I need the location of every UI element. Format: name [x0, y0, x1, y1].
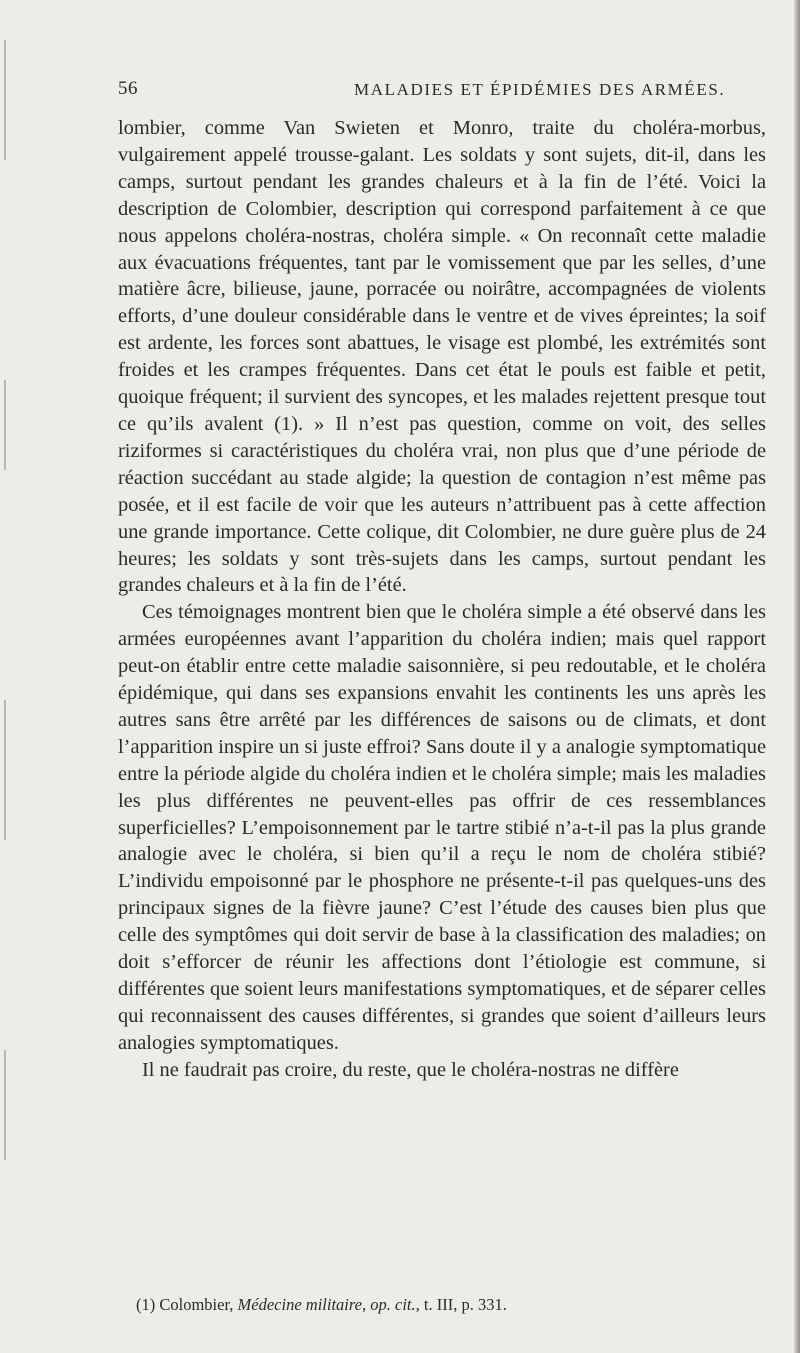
page-number: 56	[118, 78, 138, 99]
page-gutter	[0, 0, 30, 1353]
footnote-marker: (1) Colombier,	[136, 1295, 234, 1314]
paragraph: lombier, comme Van Swieten et Monro, traite du choléra-morbus, vulgairement appelé trousse-galant. Les soldats y sont sujets, dit-il, dans les camps, surtout pendant les grandes chaleurs et à la fin de l’été. Voici la description de Colombier, description qui correspond parfaitement à ce que nous appelons choléra-nostras, choléra simple. « On reconnaît cette maladie aux évacuations fréquentes, tant par le vomissement que par les selles, d’une matière âcre, bilieuse, jaune, porracée ou noirâtre, accompagnées de violents efforts, d’une douleur considérable dans le ventre et de vives épreintes; la soif est ardente, les forces sont abattues, le visage est plombé, les extrémités sont froides et les crampes fréquentes. Dans cet état le pouls est faible et petit, quoique fréquent; il survient des syncopes, et les malades rejettent presque tout ce qu’ils avalent (1). » Il n’est pas question, comme on voit, des selles riziformes si caractéristiques du choléra vrai, non plus que d’une période de réaction succédant au stade algide; la question de contagion n’est même pas posée, et il est facile de voir que les auteurs n’attribuent pas à cette affection une grande importance. Cette colique, dit Colombier, ne dure guère plus de 24 heures; les soldats y sont très-sujets dans les camps, surtout pendant les grandes chaleurs et à la fin de l’été.	[118, 117, 766, 597]
page-header	[118, 78, 760, 104]
paragraph: Ces témoignages montrent bien que le choléra simple a été observé dans les armées européennes avant l’apparition du choléra indien; mais quel rapport peut-on établir entre cette maladie saisonnière, si peu redoutable, et le choléra épidémique, qui dans ses expansions envahit les continents les uns après les autres sans être arrêté par les différences de saisons ou de climats, et dont l’apparition inspire un si juste effroi? Sans doute il y a analogie symptomatique entre la période algide du choléra indien et le choléra simple; mais les maladies les plus différentes ne peuvent-elles pas offrir de ces ressemblances superficielles? L’empoisonnement par le tartre stibié n’a-t-il pas la plus grande analogie avec le choléra, si bien qu’il a reçu le nom de choléra stibié? L’individu empoisonné par le phosphore ne présente-t-il pas quelques-uns des principaux signes de la fièvre jaune? C’est l’étude des causes bien plus que celle des symptômes qui doit servir de base à la classification des maladies; on doit s’efforcer de réunir les affections dont l’étiologie est commune, si différentes que soient leurs manifestations symptomatiques, et de séparer celles qui reconnaissent des causes différentes, si grandes que soient d’ailleurs leurs analogies symptomatiques.	[118, 601, 766, 1054]
footnote-ref: op. cit.,	[370, 1295, 420, 1314]
paragraph: Il ne faudrait pas croire, du reste, que le choléra-nostras ne diffère	[142, 1058, 679, 1081]
body-text	[118, 115, 766, 1084]
page-edge	[794, 0, 800, 1353]
running-head: MALADIES ET ÉPIDÉMIES DES ARMÉES.	[354, 80, 726, 99]
footnote	[136, 1295, 766, 1315]
footnote-title: Médecine militaire,	[237, 1295, 367, 1314]
footnote-rest: t. III, p. 331.	[423, 1295, 507, 1314]
